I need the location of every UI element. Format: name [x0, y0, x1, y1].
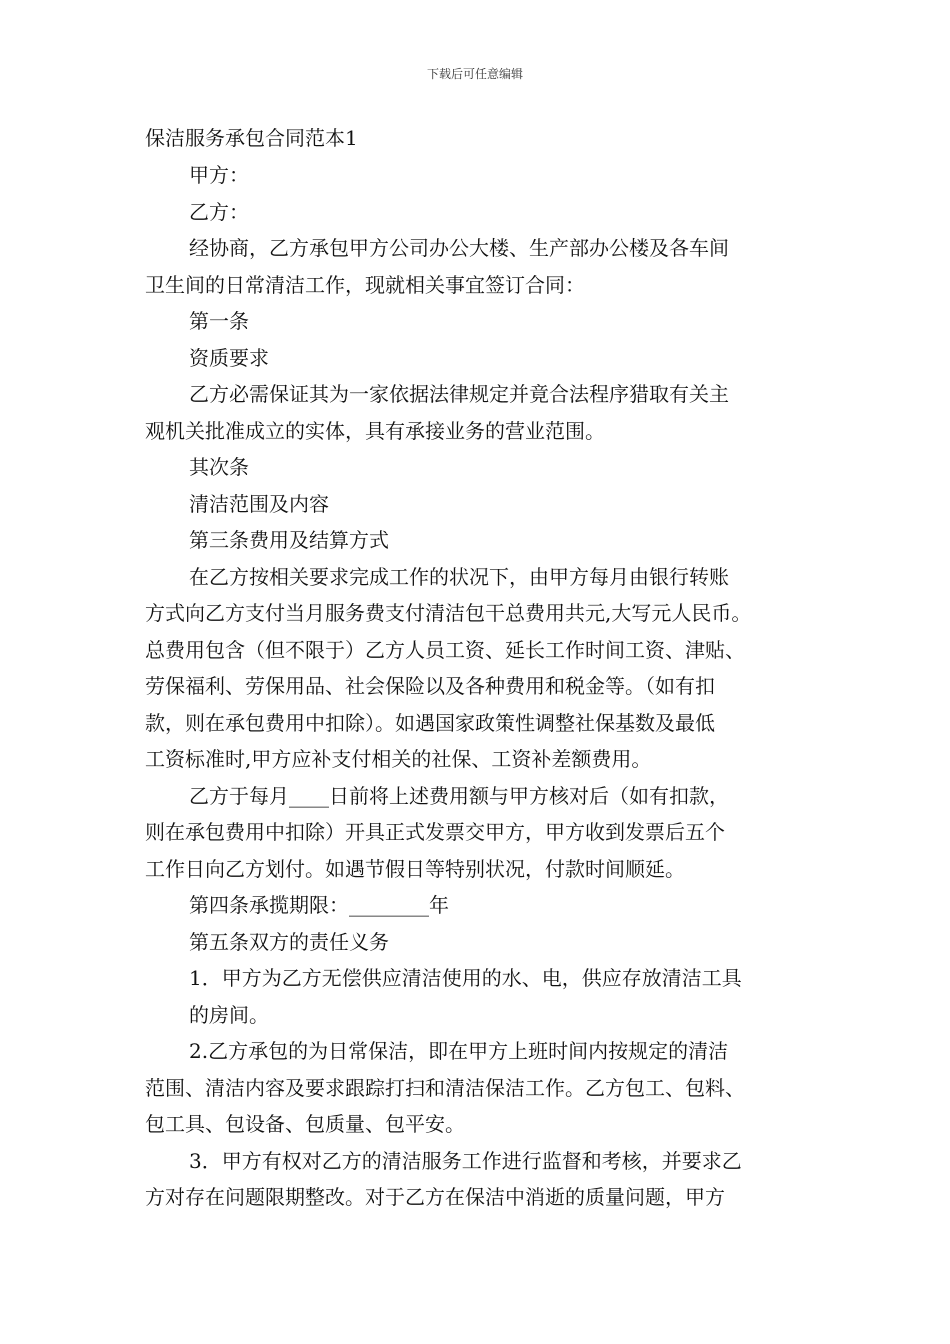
article-heading: 第三条费用及结算方式 [189, 528, 389, 552]
list-item-line: 方对存在问题限期整改。对于乙方在保洁中消逝的质量问题，甲方 [145, 1185, 725, 1209]
article-heading: 其次条 [189, 455, 249, 479]
paragraph-line: 方式向乙方支付当月服务费支付清洁包干总费用共元,大写元人民币。 [145, 601, 752, 625]
paragraph-line: 则在承包费用中扣除）开具正式发票交甲方，甲方收到发票后五个 [145, 820, 725, 844]
article-heading: 第一条 [189, 309, 249, 333]
list-item-line: 包工具、包设备、包质量、包平安。 [145, 1112, 465, 1136]
party-a-line: 甲方： [189, 163, 249, 187]
paragraph-line: 经协商，乙方承包甲方公司办公大楼、生产部办公楼及各车间 [189, 236, 729, 260]
paragraph-line: 总费用包含（但不限于）乙方人员工资、延长工作时间工资、津贴、 [145, 637, 745, 662]
article-heading: 第五条双方的责任义务 [189, 929, 389, 954]
paragraph-line: 劳保福利、劳保用品、社会保险以及各种费用和税金等。（如有扣 [145, 674, 715, 698]
paragraph-line: 乙方于每月____日前将上述费用额与甲方核对后（如有扣款， [189, 783, 729, 808]
paragraph-line: 在乙方按相关要求完成工作的状况下，由甲方每月由银行转账 [189, 564, 729, 589]
page-header-note: 下载后可任意编辑 [426, 67, 523, 81]
paragraph-line: 工资标准时,甲方应补支付相关的社保、工资补差额费用。 [145, 747, 652, 771]
paragraph-line: 工作日向乙方划付。如遇节假日等特别状况，付款时间顺延。 [145, 856, 685, 881]
document-body [145, 157, 825, 1216]
list-item-line: 范围、清洁内容及要求跟踪打扫和清洁保洁工作。乙方包工、包料、 [145, 1075, 745, 1100]
article-heading: 第四条承揽期限：________年 [189, 893, 449, 917]
document-title: 保洁服务承包合同范本1 [145, 126, 358, 150]
paragraph-line: 乙方必需保证其为一家依据法律规定并竟合法程序猎取有关主 [189, 382, 729, 406]
list-item-line: 3．甲方有权对乙方的清洁服务工作进行监督和考核，并要求乙 [189, 1148, 742, 1173]
paragraph-line: 卫生间的日常清洁工作，现就相关事宜签订合同： [145, 272, 585, 297]
list-item-line: 的房间。 [189, 1002, 269, 1027]
article-heading: 清洁范围及内容 [189, 491, 329, 516]
article-heading: 资质要求 [189, 345, 269, 370]
list-item-line: 2.乙方承包的为日常保洁，即在甲方上班时间内按规定的清洁 [189, 1039, 729, 1063]
paragraph-line: 款，则在承包费用中扣除）。如遇国家政策性调整社保基数及最低 [145, 710, 715, 735]
party-b-line: 乙方： [189, 199, 249, 224]
paragraph-line: 观机关批准成立的实体，具有承接业务的营业范围。 [145, 418, 605, 443]
list-item-line: 1．甲方为乙方无偿供应清洁使用的水、电，供应存放清洁工具 [189, 966, 742, 990]
